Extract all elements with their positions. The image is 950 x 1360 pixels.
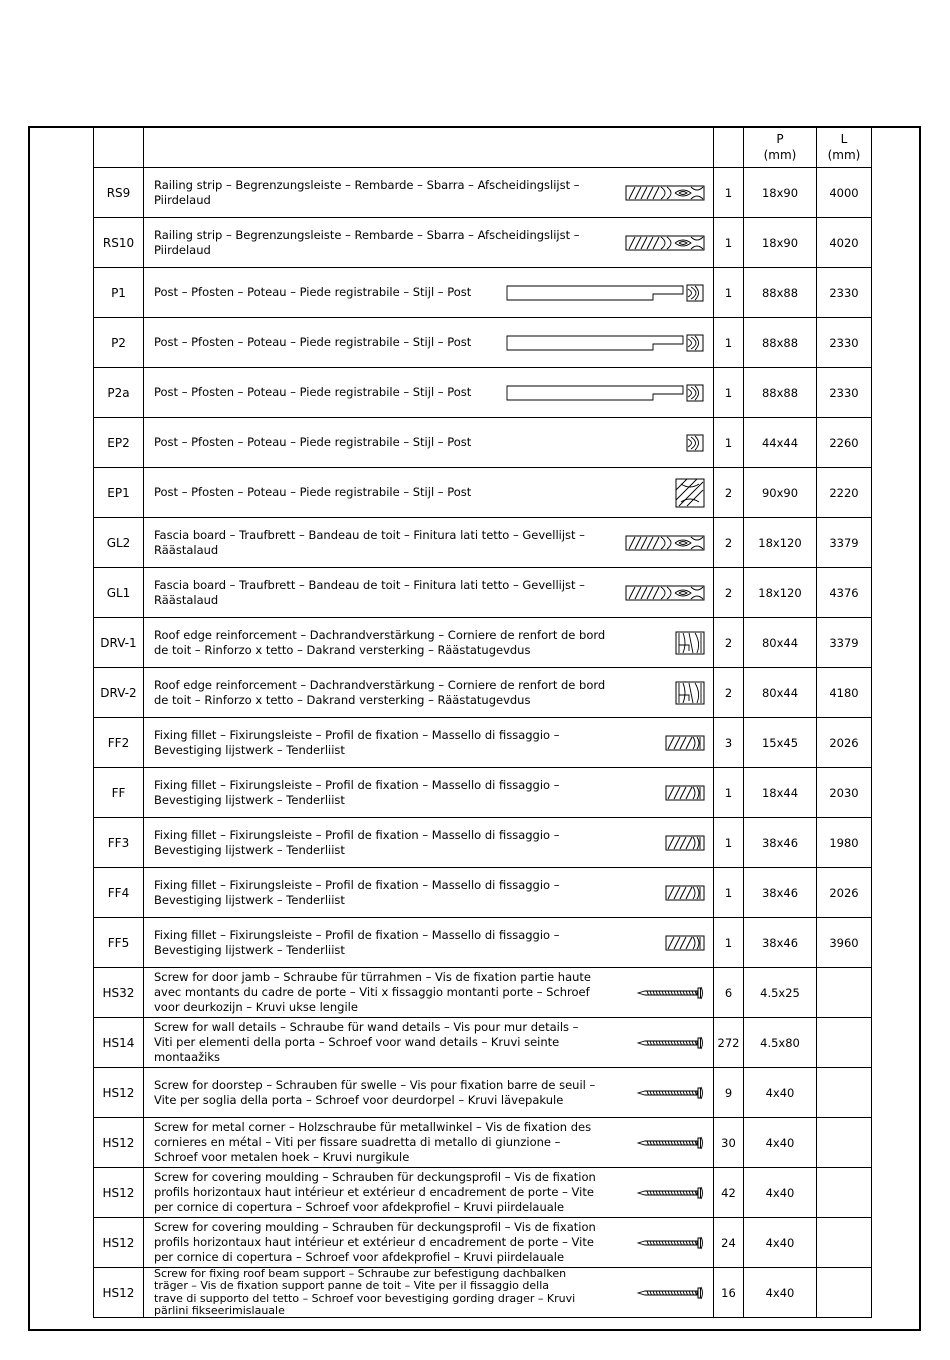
part-code: FF5 [94,918,144,968]
part-quantity: 1 [714,818,744,868]
part-description [154,678,675,708]
part-length: 2330 [817,268,872,318]
part-length [817,1118,872,1168]
description-line: Fixing fillet – Fixirungsleiste – Profil de fixation – Massello di fissaggio – [154,877,560,892]
part-description [154,1078,637,1108]
fillet-section-icon [665,735,705,751]
part-length: 2330 [817,368,872,418]
description-line: profils horizontaux haut intérieur et extérieur d encadrement de porte – Vite [154,1185,594,1199]
part-length: 2220 [817,468,872,518]
screw-icon [637,1236,705,1250]
description-line: per cornice di copertura – Schroef voor afdekprofiel – Kruvi piirdelauale [154,1250,565,1264]
part-length [817,968,872,1018]
part-profile-size: 4x40 [744,1168,817,1218]
part-code: HS12 [94,1268,144,1318]
part-description [154,1170,637,1215]
part-description-cell [144,618,714,668]
part-profile-size: 18x44 [744,768,817,818]
part-description-cell [144,318,714,368]
part-description-cell [144,1218,714,1268]
part-quantity: 42 [714,1168,744,1218]
description-line: de toit – Rinforzo x tetto – Dakrand versterking – Räästatugevdus [154,692,531,707]
table-row [94,568,872,618]
header-p-unit: (mm) [763,148,797,162]
part-description [154,628,675,658]
table-row [94,718,872,768]
part-quantity: 1 [714,168,744,218]
part-length: 2026 [817,718,872,768]
part-profile-size: 80x44 [744,668,817,718]
description-line: trave di supporto del tetto – Schroef voor bevestiging gording drager – Kruvi [154,1291,576,1305]
description-line: Schroef voor metalen hoek – Kruvi nurgikule [154,1150,410,1164]
fillet-section-icon [665,785,705,801]
table-row [94,518,872,568]
description-line: Screw for doorstep – Schrauben für swelle – Vis pour fixation barre de seuil – [154,1077,596,1092]
description-line: Screw for covering moulding – Schrauben für deckungsprofil – Vis de fixation [154,1220,596,1234]
part-profile-size: 4.5x25 [744,968,817,1018]
beam-section-icon [675,631,705,655]
part-quantity: 2 [714,618,744,668]
part-quantity: 6 [714,968,744,1018]
beam-section-icon [675,681,705,705]
part-description-cell [144,168,714,218]
screw-icon [637,1036,705,1050]
part-description-cell [144,718,714,768]
description-line: Screw for covering moulding – Schrauben für deckungsprofil – Vis de fixation [154,1170,596,1184]
part-description-cell [144,818,714,868]
table-header-row [94,127,872,168]
part-profile-size: 88x88 [744,318,817,368]
part-length: 3379 [817,618,872,668]
part-profile-size: 18x120 [744,518,817,568]
part-quantity: 2 [714,468,744,518]
part-description-cell [144,668,714,718]
header-p-label: P [776,131,784,146]
description-line: Piirdelaud [154,242,211,257]
header-code-cell [94,127,144,168]
part-length: 4020 [817,218,872,268]
table-row [94,818,872,868]
part-length: 2030 [817,768,872,818]
part-profile-size: 4x40 [744,1268,817,1318]
part-description [154,728,665,758]
plank-end-section-icon [625,184,705,202]
part-code: GL2 [94,518,144,568]
part-code: GL1 [94,568,144,618]
description-line: profils horizontaux haut intérieur et extérieur d encadrement de porte – Vite [154,1235,594,1249]
table-row [94,368,872,418]
table-row [94,218,872,268]
part-description [154,928,665,958]
part-description [154,970,637,1015]
part-description [154,178,625,208]
part-profile-size: 4x40 [744,1118,817,1168]
part-description-cell [144,1268,714,1318]
part-profile-size: 18x90 [744,218,817,268]
description-line: Vite per soglia della porta – Schroef voor deurdorpel – Kruvi lävepakule [154,1092,564,1107]
plank-end-section-icon [625,534,705,552]
part-description-cell [144,768,714,818]
part-code: FF2 [94,718,144,768]
part-description [154,578,625,608]
part-code: HS12 [94,1218,144,1268]
description-line: Räästalaud [154,542,219,557]
description-line: Post – Pfosten – Poteau – Piede registrabile – Stijl – Post [154,385,472,399]
part-quantity: 16 [714,1268,744,1318]
part-description [154,1020,637,1065]
part-length [817,1068,872,1118]
description-line: Fascia board – Traufbrett – Bandeau de toit – Finitura lati tetto – Gevellijst – [154,577,585,592]
part-description-cell [144,518,714,568]
header-qty-cell [714,127,744,168]
screw-icon [637,986,705,1000]
screw-icon [637,1286,705,1300]
part-description-cell [144,1118,714,1168]
part-code: P1 [94,268,144,318]
description-line: Post – Pfosten – Poteau – Piede registrabile – Stijl – Post [154,435,472,449]
description-line: Post – Pfosten – Poteau – Piede registrabile – Stijl – Post [154,285,472,299]
part-code: DRV-2 [94,668,144,718]
table-row [94,768,872,818]
header-description-cell [144,127,714,168]
part-code: HS12 [94,1168,144,1218]
part-profile-size: 38x46 [744,918,817,968]
description-line: pärlini fikseerimislauale [154,1304,285,1317]
description-line: Bevestiging lijstwerk – Tenderliist [154,742,345,757]
post-profile-icon [505,283,705,303]
part-profile-size: 44x44 [744,418,817,468]
header-l-label: L [840,131,848,146]
part-description [154,435,685,450]
description-line: per cornice di copertura – Schroef voor afdekprofiel – Kruvi piirdelauale [154,1200,565,1214]
post-profile-icon [505,333,705,353]
part-code: RS9 [94,168,144,218]
part-description [154,335,505,350]
description-line: Screw for fixing roof beam support – Schraube zur befestigung dachbalken [154,1266,567,1280]
part-profile-size: 38x46 [744,868,817,918]
part-code: HS12 [94,1118,144,1168]
screw-icon [637,1086,705,1100]
part-quantity: 1 [714,418,744,468]
part-code: HS12 [94,1068,144,1118]
part-quantity: 3 [714,718,744,768]
part-profile-size: 15x45 [744,718,817,768]
part-description [154,878,665,908]
part-code: RS10 [94,218,144,268]
square-post-section-icon [675,478,705,508]
description-line: Viti per elementi della porta – Schroef voor wand details – Kruvi seinte [154,1035,560,1049]
description-line: Fixing fillet – Fixirungsleiste – Profil de fixation – Massello di fissaggio – [154,927,560,942]
part-quantity: 24 [714,1218,744,1268]
part-description [154,385,505,400]
header-p-cell [744,127,817,168]
part-description-cell [144,918,714,968]
part-length [817,1268,872,1318]
part-description-cell [144,1018,714,1068]
part-code: P2a [94,368,144,418]
part-quantity: 9 [714,1068,744,1118]
part-length: 4180 [817,668,872,718]
part-profile-size: 4x40 [744,1218,817,1268]
description-line: Railing strip – Begrenzungsleiste – Rembarde – Sbarra – Afscheidingslijst – [154,227,580,242]
description-line: Räästalaud [154,592,219,607]
part-profile-size: 4x40 [744,1068,817,1118]
part-quantity: 1 [714,868,744,918]
part-quantity: 2 [714,668,744,718]
description-line: Screw for wall details – Schraube für wand details – Vis pour mur details – [154,1020,579,1034]
table-row [94,168,872,218]
part-quantity: 1 [714,218,744,268]
description-line: Piirdelaud [154,192,211,207]
part-description [154,1268,637,1318]
part-description [154,528,625,558]
description-line: Fixing fillet – Fixirungsleiste – Profil de fixation – Massello di fissaggio – [154,827,560,842]
part-description [154,1120,637,1165]
table-row [94,918,872,968]
description-line: Post – Pfosten – Poteau – Piede registrabile – Stijl – Post [154,335,472,349]
small-post-section-icon [685,433,705,453]
part-length: 2260 [817,418,872,468]
header-l-unit: (mm) [827,148,861,162]
part-length: 4376 [817,568,872,618]
table-row [94,868,872,918]
part-code: HS14 [94,1018,144,1068]
description-line: Bevestiging lijstwerk – Tenderliist [154,942,345,957]
description-line: cornieres en métal – Viti per fissare suadretta di metallo di giunzione – [154,1135,561,1149]
part-description-cell [144,268,714,318]
description-line: montaažiks [154,1050,221,1064]
part-length: 3960 [817,918,872,968]
part-length [817,1218,872,1268]
part-profile-size: 18x90 [744,168,817,218]
part-length: 3379 [817,518,872,568]
description-line: Fascia board – Traufbrett – Bandeau de toit – Finitura lati tetto – Gevellijst – [154,527,585,542]
table-row [94,968,872,1018]
part-code: FF3 [94,818,144,868]
fillet-section-icon [665,885,705,901]
part-code: EP2 [94,418,144,468]
parts-table [93,126,872,1318]
description-line: avec montants du cadre de porte – Viti x fissaggio montanti porte – Schroef [154,985,590,999]
description-line: Railing strip – Begrenzungsleiste – Rembarde – Sbarra – Afscheidingslijst – [154,177,580,192]
plank-end-section-icon [625,234,705,252]
part-quantity: 1 [714,918,744,968]
part-profile-size: 18x120 [744,568,817,618]
part-description-cell [144,1168,714,1218]
description-line: Fixing fillet – Fixirungsleiste – Profil de fixation – Massello di fissaggio – [154,727,560,742]
part-description-cell [144,218,714,268]
part-description [154,285,505,300]
part-description-cell [144,968,714,1018]
part-code: FF [94,768,144,818]
part-quantity: 2 [714,518,744,568]
part-code: EP1 [94,468,144,518]
screw-icon [637,1136,705,1150]
table-row [94,468,872,518]
table-row [94,1068,872,1118]
part-description [154,778,665,808]
description-line: Screw for metal corner – Holzschraube für metallwinkel – Vis de fixation des [154,1120,592,1134]
part-length [817,1168,872,1218]
part-length [817,1018,872,1068]
table-row [94,418,872,468]
post-profile-icon [505,383,705,403]
part-code: DRV-1 [94,618,144,668]
fillet-section-icon [665,835,705,851]
table-row [94,1168,872,1218]
description-line: Fixing fillet – Fixirungsleiste – Profil de fixation – Massello di fissaggio – [154,777,560,792]
description-line: Post – Pfosten – Poteau – Piede registrabile – Stijl – Post [154,485,472,499]
description-line: voor deurkozijn – Kruvi ukse lengile [154,1000,358,1014]
table-row [94,618,872,668]
part-profile-size: 88x88 [744,368,817,418]
description-line: Roof edge reinforcement – Dachrandverstärkung – Corniere de renfort de bord [154,677,606,692]
part-description-cell [144,868,714,918]
table-row [94,1218,872,1268]
screw-icon [637,1186,705,1200]
part-length: 2026 [817,868,872,918]
part-description-cell [144,418,714,468]
description-line: Bevestiging lijstwerk – Tenderliist [154,892,345,907]
table-row [94,1018,872,1068]
part-profile-size: 38x46 [744,818,817,868]
part-length: 1980 [817,818,872,868]
part-length: 2330 [817,318,872,368]
part-length: 4000 [817,168,872,218]
part-quantity: 1 [714,368,744,418]
part-description-cell [144,468,714,518]
table-row [94,318,872,368]
part-description [154,485,675,500]
part-description-cell [144,568,714,618]
part-profile-size: 90x90 [744,468,817,518]
part-code: HS32 [94,968,144,1018]
description-line: Screw for door jamb – Schraube für türrahmen – Vis de fixation partie haute [154,970,591,984]
parts-table-body [94,168,872,1318]
part-profile-size: 4.5x80 [744,1018,817,1068]
description-line: träger – Vis de fixation support panne de toit – Vite per il fissaggio della [154,1279,549,1292]
description-line: de toit – Rinforzo x tetto – Dakrand versterking – Räästatugevdus [154,642,531,657]
part-description-cell [144,368,714,418]
part-profile-size: 88x88 [744,268,817,318]
table-row [94,1268,872,1318]
part-profile-size: 80x44 [744,618,817,668]
table-row [94,668,872,718]
part-quantity: 2 [714,568,744,618]
description-line: Roof edge reinforcement – Dachrandverstärkung – Corniere de renfort de bord [154,627,606,642]
fillet-section-icon [665,935,705,951]
part-description [154,228,625,258]
part-code: P2 [94,318,144,368]
part-code: FF4 [94,868,144,918]
part-description-cell [144,1068,714,1118]
part-quantity: 1 [714,768,744,818]
plank-end-section-icon [625,584,705,602]
description-line: Bevestiging lijstwerk – Tenderliist [154,792,345,807]
part-description [154,828,665,858]
part-quantity: 1 [714,318,744,368]
header-l-cell [817,127,872,168]
description-line: Bevestiging lijstwerk – Tenderliist [154,842,345,857]
part-quantity: 1 [714,268,744,318]
part-quantity: 272 [714,1018,744,1068]
table-row [94,268,872,318]
part-quantity: 30 [714,1118,744,1168]
part-description [154,1220,637,1265]
table-row [94,1118,872,1168]
